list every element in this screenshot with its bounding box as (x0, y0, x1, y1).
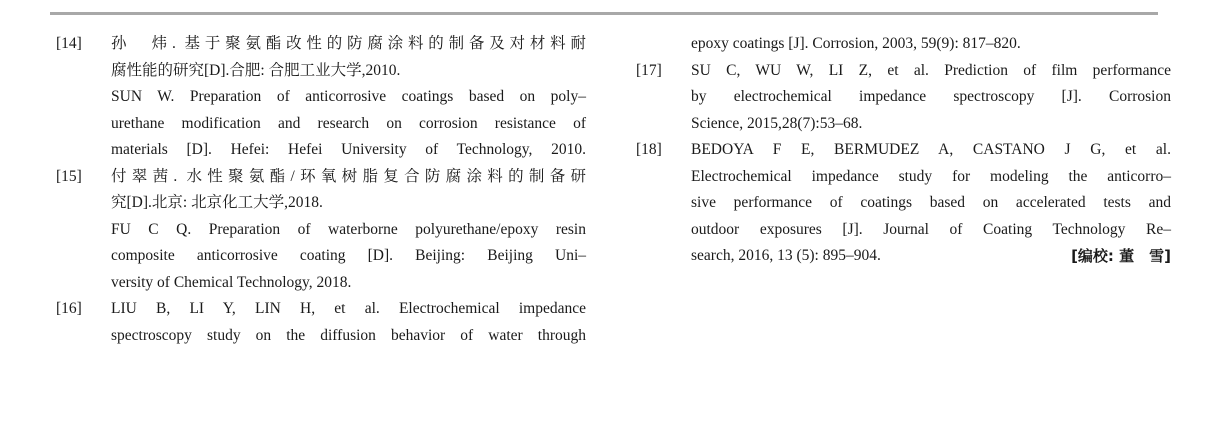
reference-number: [18] (636, 141, 662, 158)
reference-line: sive performance of coatings based on accelerated tests and (691, 194, 1171, 211)
reference-line: spectroscopy study on the diffusion behavior of water through (111, 326, 586, 344)
reference-number: [17] (636, 61, 662, 79)
reference-16-continued (636, 31, 1171, 58)
reference-line: Electrochemical impedance study for modeling the anticorro– (691, 167, 1171, 185)
reference-number: [16] (56, 300, 82, 317)
reference-line: versity of Chemical Technology, 2018. (111, 273, 352, 291)
reference-line: composite anticorrosive coating [D]. Beijing: Beijing Uni– (111, 247, 586, 264)
reference-line: epoxy coatings [J]. Corrosion, 2003, 59(9): 817–820. (691, 35, 1021, 52)
right-column (636, 31, 1171, 270)
reference-16 (56, 296, 586, 349)
reference-line: SU C, WU W, LI Z, et al. Prediction of film performance (691, 61, 1171, 79)
reference-line: 孙 炜. 基于聚氨酯改性的防腐涂料的制备及对材料耐 (111, 35, 586, 52)
editor-note: [编校: 董 雪] (1071, 247, 1171, 265)
reference-15 (56, 164, 586, 297)
reference-line: urethane modification and research on corrosion resistance of (111, 114, 586, 132)
reference-line: 付翠茜. 水性聚氨酯/环氧树脂复合防腐涂料的制备研 (111, 167, 586, 185)
reference-line: Science, 2015,28(7):53–68. (691, 114, 863, 132)
top-rule (50, 12, 1158, 15)
reference-number: [15] (56, 167, 82, 185)
reference-line: 究[D].北京: 北京化工大学,2018. (111, 194, 323, 211)
reference-18 (636, 137, 1171, 270)
reference-line: materials [D]. Hefei: Hefei University of Technology, 2010. (111, 141, 586, 158)
reference-line: BEDOYA F E, BERMUDEZ A, CASTANO J G, et al. (691, 141, 1171, 158)
final-line-row (636, 243, 1171, 270)
reference-line: outdoor exposures [J]. Journal of Coating Technology Re– (691, 220, 1171, 238)
reference-line: SUN W. Preparation of anticorrosive coatings based on poly– (111, 88, 586, 105)
reference-number: [14] (56, 35, 82, 52)
reference-line: by electrochemical impedance spectroscopy [J]. Corrosion (691, 88, 1171, 105)
reference-line: 腐性能的研究[D].合肥: 合肥工业大学,2010. (111, 61, 401, 79)
reference-line: search, 2016, 13 (5): 895–904. (691, 247, 881, 264)
reference-line: FU C Q. Preparation of waterborne polyurethane/epoxy resin (111, 220, 586, 238)
reference-14 (56, 31, 586, 164)
left-column (56, 31, 586, 349)
reference-line: LIU B, LI Y, LIN H, et al. Electrochemical impedance (111, 300, 586, 317)
reference-17 (636, 58, 1171, 138)
